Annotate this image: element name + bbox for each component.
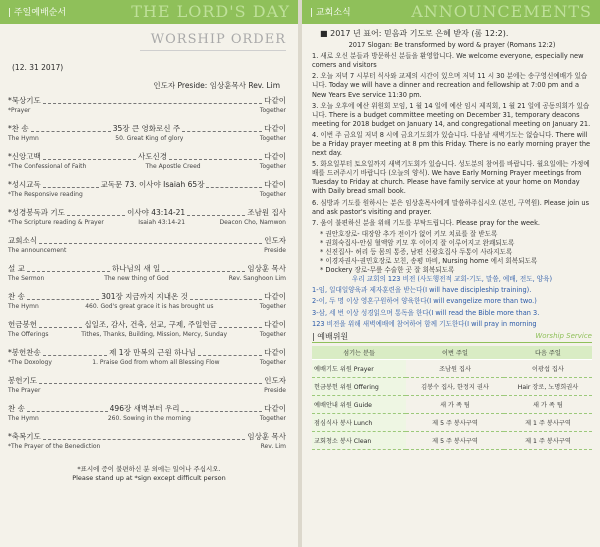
banner-title: THE LORD'S DAY — [131, 2, 290, 21]
order-item — [8, 291, 286, 319]
service-date: (12. 31 2017) — [12, 63, 64, 72]
table-cell: Hair 장로, 노명희권사 — [504, 377, 592, 395]
table-cell: 조남원 집사 — [406, 359, 504, 377]
order-item — [8, 179, 286, 207]
table-row — [312, 377, 592, 395]
table-cell: 김봉수 집사, 한정지 권사 — [406, 377, 504, 395]
announcement-item: 7. 움이 불편하신 분을 위해 기도를 부탁드립니다. Please pray for the week. — [312, 218, 541, 227]
vision-item: 1-임, 일대일양육과 제자훈련을 받는다(I will have discipleship training). — [312, 286, 532, 295]
order-item-en-row — [8, 219, 286, 226]
order-item-label: 헌금봉헌 — [8, 320, 37, 329]
order-item-leader: 조남원 집사 — [247, 208, 287, 217]
announcement-item: 5. 화요일부터 토요일까지 새벽기도회가 있습니다. 성도분의 참여를 바랍니다. 월요일에는 가정예배를 드려주시기 바랍니다 (오늘의 양식). We have Early Morning Prayer meetings from Tuesday to Friday at church. Please have family service at your home on Monday with Daily bread small book. — [312, 160, 590, 196]
order-item-leader: 다같이 — [264, 292, 287, 301]
vision-item: 123 비전을 위해 새벽예배에 참여하여 함께 기도한다(I will pray in morning — [312, 319, 537, 328]
service-title-en: Worship Service — [535, 332, 592, 341]
order-item-content-en — [66, 247, 264, 254]
order-item-en-row — [8, 275, 286, 282]
leader-dots — [206, 187, 262, 188]
order-item-content: 교독문 73. 이사야 Isaiah 65장 — [100, 180, 205, 189]
vision-item: 3-삼, 세 번 이상 성경읽으며 통독을 한다(I will read the Bible more than 3. — [312, 308, 540, 317]
order-item-leader-en: Together — [259, 415, 286, 422]
order-item-label-en: The announcement — [8, 247, 67, 254]
order-item-leader: 다같이 — [264, 180, 287, 189]
order-item — [8, 95, 286, 123]
order-item-row — [8, 95, 286, 106]
order-item-leader: 다같이 — [264, 320, 286, 329]
leader-dots — [31, 131, 111, 132]
leader-dots — [27, 299, 99, 300]
table-cell: 제 5 주 봉사구역 — [406, 413, 504, 431]
leader-dots — [27, 271, 110, 272]
right-banner — [302, 0, 600, 24]
order-item-leader-en: Deacon Cho, Namwon — [219, 219, 286, 226]
order-item-content-en: Isaiah 43:14-21 — [138, 219, 186, 226]
order-item-label: 찬 송 — [8, 404, 25, 413]
banner-tag: | 교회소식 — [310, 8, 351, 18]
order-item-label: *축복기도 — [8, 432, 41, 441]
order-item-leader-en: Preside — [264, 387, 286, 394]
leader-dots — [198, 355, 262, 356]
order-item-en-row — [8, 135, 286, 142]
table-body — [312, 359, 592, 449]
table-header-row — [312, 346, 592, 360]
order-item-content-en — [83, 191, 260, 198]
order-item-en-row — [8, 247, 286, 254]
leader-dots — [39, 327, 82, 328]
order-item-leader-en: Together — [259, 135, 286, 142]
table-cell: 제 1 주 봉사구역 — [504, 431, 592, 449]
order-item-row — [8, 291, 286, 302]
order-item-leader-en: Together — [259, 107, 286, 114]
table-row — [312, 359, 592, 377]
order-item-label: *봉헌찬송 — [8, 348, 41, 357]
table-row — [312, 413, 592, 431]
announcement-body — [302, 24, 600, 329]
order-item — [8, 207, 286, 235]
leader-dots — [39, 243, 262, 244]
order-item-content-en: 50. Great King of glory — [115, 135, 184, 142]
order-item-content: 사도신경 — [138, 152, 167, 161]
order-item-label-en: *The Confessional of Faith — [8, 163, 87, 170]
service-header — [312, 331, 592, 343]
announcement-item: 3. 오늘 오후에 예산 위원회 모임, 1 월 14 일에 예산 임시 제직회, 1 월 21 일에 공동의회가 있습니다. There is a budget committee meeting on December 31, temporary deacons meeting for 2018 budget on January 14, and congregational meeting on January 21. — [312, 101, 591, 128]
leader-dots — [187, 215, 245, 216]
order-item — [8, 403, 286, 431]
order-item-en-row — [8, 415, 286, 422]
order-item-leader-en: Rev. Lim — [260, 443, 286, 450]
order-item-content: 제 1장 만복의 근원 하나님 — [109, 348, 196, 357]
prayer-list — [312, 230, 592, 275]
order-item-leader: 인도자 — [264, 376, 286, 385]
order-list — [0, 95, 298, 459]
order-item-leader-en: Preside — [264, 247, 286, 254]
banner-tag: | 주일예배순서 — [8, 8, 67, 18]
vision-item: 2-이, 두 명 이상 영혼구원하여 양육한다(I will evangelize more than two.) — [312, 297, 537, 306]
order-item-en-row — [8, 331, 286, 338]
order-item-content-en — [40, 387, 264, 394]
order-item-leader: 임상훈 목사 — [247, 264, 287, 273]
leader-dots — [181, 411, 262, 412]
leader-dots — [43, 103, 263, 104]
leader-dots — [43, 439, 246, 440]
announcement-item: 1. 새로 오신 분들과 방문하신 분들을 환영합니다. We welcome everyone, especially new comers and visitors — [312, 52, 584, 70]
order-item-leader-en: Rev. Sanghoon Lim — [228, 275, 286, 282]
order-item-leader: 다같이 — [264, 96, 286, 105]
leader-dots — [39, 383, 262, 384]
order-item — [8, 151, 286, 179]
order-item-label-en: *The Scripture reading & Prayer — [8, 219, 104, 226]
order-item-content: 하나님의 새 일 — [112, 264, 161, 273]
order-item-row — [8, 123, 286, 134]
worship-order-page — [0, 0, 298, 547]
order-item-content-en: 260. Sowing in the morning — [107, 415, 191, 422]
order-item-content: 35장 큰 영화로신 주 — [112, 124, 181, 133]
table-cell: 교회청소 봉사 Clean — [312, 431, 406, 449]
page-subtitle: WORSHIP ORDER — [140, 32, 286, 51]
order-item-row — [8, 151, 286, 162]
order-item-label-en: *Prayer — [8, 107, 31, 114]
order-item-label-en: *The Doxology — [8, 359, 52, 366]
order-item-label-en: *The Prayer of the Benediction — [8, 443, 101, 450]
order-item-label-en: The Hymn — [8, 135, 39, 142]
order-item-leader: 다같이 — [264, 348, 286, 357]
announcement-item: 2. 오늘 저녁 7 시부터 식사와 교제의 시간이 있으며 저녁 11 시 30 분에는 송구영신예배가 있습니다. Today we will have a dinner and recreation and fellowship at 7:00 pm and a New Years Eve service 11:30 pm. — [312, 72, 588, 99]
order-item-content-en: 1. Praise God from whom all Blessing Flow — [92, 359, 220, 366]
service-table — [312, 346, 592, 450]
order-item-content-en: The new thing of God — [104, 275, 169, 282]
order-item-leader-en: Together — [259, 303, 286, 310]
announcement-list — [312, 52, 592, 228]
order-item-content-en: The Apostle Creed — [145, 163, 201, 170]
order-item-label-en: The Offerings — [8, 331, 49, 338]
table-row — [312, 431, 592, 449]
order-item-label: *성시교독 — [8, 180, 41, 189]
order-item-row — [8, 179, 286, 190]
slogan-en: 2017 Slogan: Be transformed by word & prayer (Romans 12:2) — [348, 41, 556, 50]
order-item-leader-en: Together — [259, 331, 286, 338]
order-item-leader: 임상훈 목사 — [247, 432, 286, 441]
order-item-label: 교회소식 — [8, 236, 37, 245]
footnote-en: Please stand up at *sign except difficult person — [72, 474, 226, 483]
prayer-item: * 권희숙집사-안심 혈액암 키모 후 이어지 잘 이루어지고 완쾌되도록 — [320, 238, 515, 247]
order-item — [8, 319, 286, 347]
table-cell: 점심식사 봉사 Lunch — [312, 413, 406, 431]
order-item-label: *묵상기도 — [8, 96, 41, 105]
order-item-label-en: The Hymn — [8, 303, 39, 310]
order-item-content-en — [30, 107, 259, 114]
table-cell: 제 5 주 봉사구역 — [406, 431, 504, 449]
leader-dots — [169, 159, 262, 160]
order-item-en-row — [8, 107, 286, 114]
order-item-label-en: The Sermon — [8, 275, 45, 282]
table-cell: 새 가 족 팀 — [504, 395, 592, 413]
order-item-row — [8, 263, 286, 274]
announcements-page — [302, 0, 600, 547]
order-item-content-en: 460. God's great grace it is has brought us — [85, 303, 214, 310]
slogan-kr: ■ 2017 년 표어: 믿음과 기도로 은혜 받자 (롬 12:2). — [320, 29, 509, 38]
table-header-cell: 이번 주일 — [406, 346, 504, 360]
leader-dots — [190, 299, 262, 300]
order-item-label: 봉헌기도 — [8, 376, 37, 385]
table-cell: 예배안내 위원 Guide — [312, 395, 406, 413]
order-item-content-en: Tithes, Thanks, Building, Mission, Mercy, Sunday — [81, 331, 228, 338]
order-item-label-en: The Hymn — [8, 415, 39, 422]
order-item-row — [8, 207, 286, 218]
order-item-row — [8, 403, 286, 414]
order-item-leader-en: Together — [259, 163, 286, 170]
order-item-content: 301장 지금까지 지내온 것 — [101, 292, 188, 301]
order-item-en-row — [8, 443, 286, 450]
order-item-label-en: The Prayer — [8, 387, 41, 394]
order-item-content: 이사야 43:14-21 — [127, 208, 186, 217]
order-item — [8, 431, 286, 459]
prayer-item: * 신진집사- 허리 등 몸의 통증, 남편 신광호집사 두통이 사라지도록 — [320, 248, 513, 256]
prayer-item: * Dockery 장로-무릎 수술한 곳 잘 회복되도록 — [320, 266, 455, 275]
leader-dots — [182, 131, 262, 132]
order-item-leader: 인도자 — [264, 236, 286, 245]
banner-title: ANNOUNCEMENTS — [411, 2, 592, 21]
order-item-en-row — [8, 387, 286, 394]
order-item-label: 찬 송 — [8, 292, 25, 301]
announcement-item: 4. 이번 주 금요일 저녁 8 시에 금요기도회가 있습니다. 다음날 새벽기도는 없습니다. There will be a Friday prayer meeting at 8 pm this Friday. There is no early morning prayer the next day. — [312, 130, 591, 158]
order-item-row — [8, 347, 286, 358]
order-item-en-row — [8, 163, 286, 170]
order-item-label: *찬 송 — [8, 124, 29, 133]
table-row — [312, 395, 592, 413]
leader-dots — [43, 355, 107, 356]
order-item-leader: 다같이 — [264, 152, 286, 161]
prayer-item: * 이경자권사-권민호장로 모친, 송평 마비, Nursing home 에서 회복되도록 — [320, 257, 538, 266]
table-cell: 새 가 족 팀 — [406, 395, 504, 413]
vision-title: 우리 교회의 123 비전 (사도행전적 교회-기도, 말씀, 예배, 전도, 양육) — [351, 275, 553, 284]
vision-list — [312, 286, 592, 328]
order-item-leader-en: Together — [259, 359, 286, 366]
leader-dots — [67, 215, 125, 216]
order-item-en-row — [8, 359, 286, 366]
order-item-en-row — [8, 191, 286, 198]
order-item-label-en: *The Responsive reading — [8, 191, 83, 198]
order-item-label: *신앙고백 — [8, 152, 41, 161]
order-item-leader-en: Together — [259, 191, 286, 198]
presider: 인도자 Preside: 임상훈목사 Rev. Lim — [153, 81, 280, 90]
order-item-leader: 다같이 — [264, 404, 286, 413]
order-item — [8, 347, 286, 375]
order-item-label: 설 교 — [8, 264, 25, 273]
table-header-cell: 다음 주일 — [504, 346, 592, 360]
order-item-row — [8, 235, 286, 246]
table-cell: 헌금봉헌 위원 Offering — [312, 377, 406, 395]
order-item-leader: 다같이 — [264, 124, 287, 133]
order-item — [8, 263, 286, 291]
leader-dots — [219, 327, 262, 328]
prayer-item: * 권안호장로- 대장암 추가 전이가 없어 키모 치료를 잘 받도록 — [320, 229, 498, 238]
order-item-en-row — [8, 303, 286, 310]
leader-dots — [43, 187, 99, 188]
order-item-row — [8, 319, 286, 330]
service-title: | 예배위원 — [312, 331, 349, 341]
order-item-label: *성경봉독과 기도 — [8, 208, 65, 217]
table-header-cell: 섬기는 분들 — [312, 346, 406, 360]
footnote — [0, 465, 298, 483]
left-banner — [0, 0, 298, 24]
table-cell: 예배기도 위원 Prayer — [312, 359, 406, 377]
leader-dots — [43, 159, 136, 160]
order-item-content-en — [100, 443, 260, 450]
table-cell: 제 1 주 봉사구역 — [504, 413, 592, 431]
order-item — [8, 235, 286, 263]
order-item — [8, 375, 286, 403]
order-item-row — [8, 431, 286, 442]
order-item-content: 십일조, 감사, 건축, 선교, 구제, 주일헌금 — [84, 320, 217, 329]
order-item-row — [8, 375, 286, 386]
order-item-content: 496장 새벽부터 우리 — [109, 404, 180, 413]
table-cell: 이광섭 집사 — [504, 359, 592, 377]
footnote-kr: *표시에 증이 불편하신 분 외에는 일어나 주십시오. — [77, 465, 221, 473]
order-item — [8, 123, 286, 151]
leader-dots — [162, 271, 245, 272]
leader-dots — [27, 411, 108, 412]
announcement-item: 6. 심방과 기도를 원하시는 분은 임상훈목사에게 말씀하주십시오 (본인, 구역원). Please join us and ask pastor's visiting and prayer. — [312, 198, 590, 216]
